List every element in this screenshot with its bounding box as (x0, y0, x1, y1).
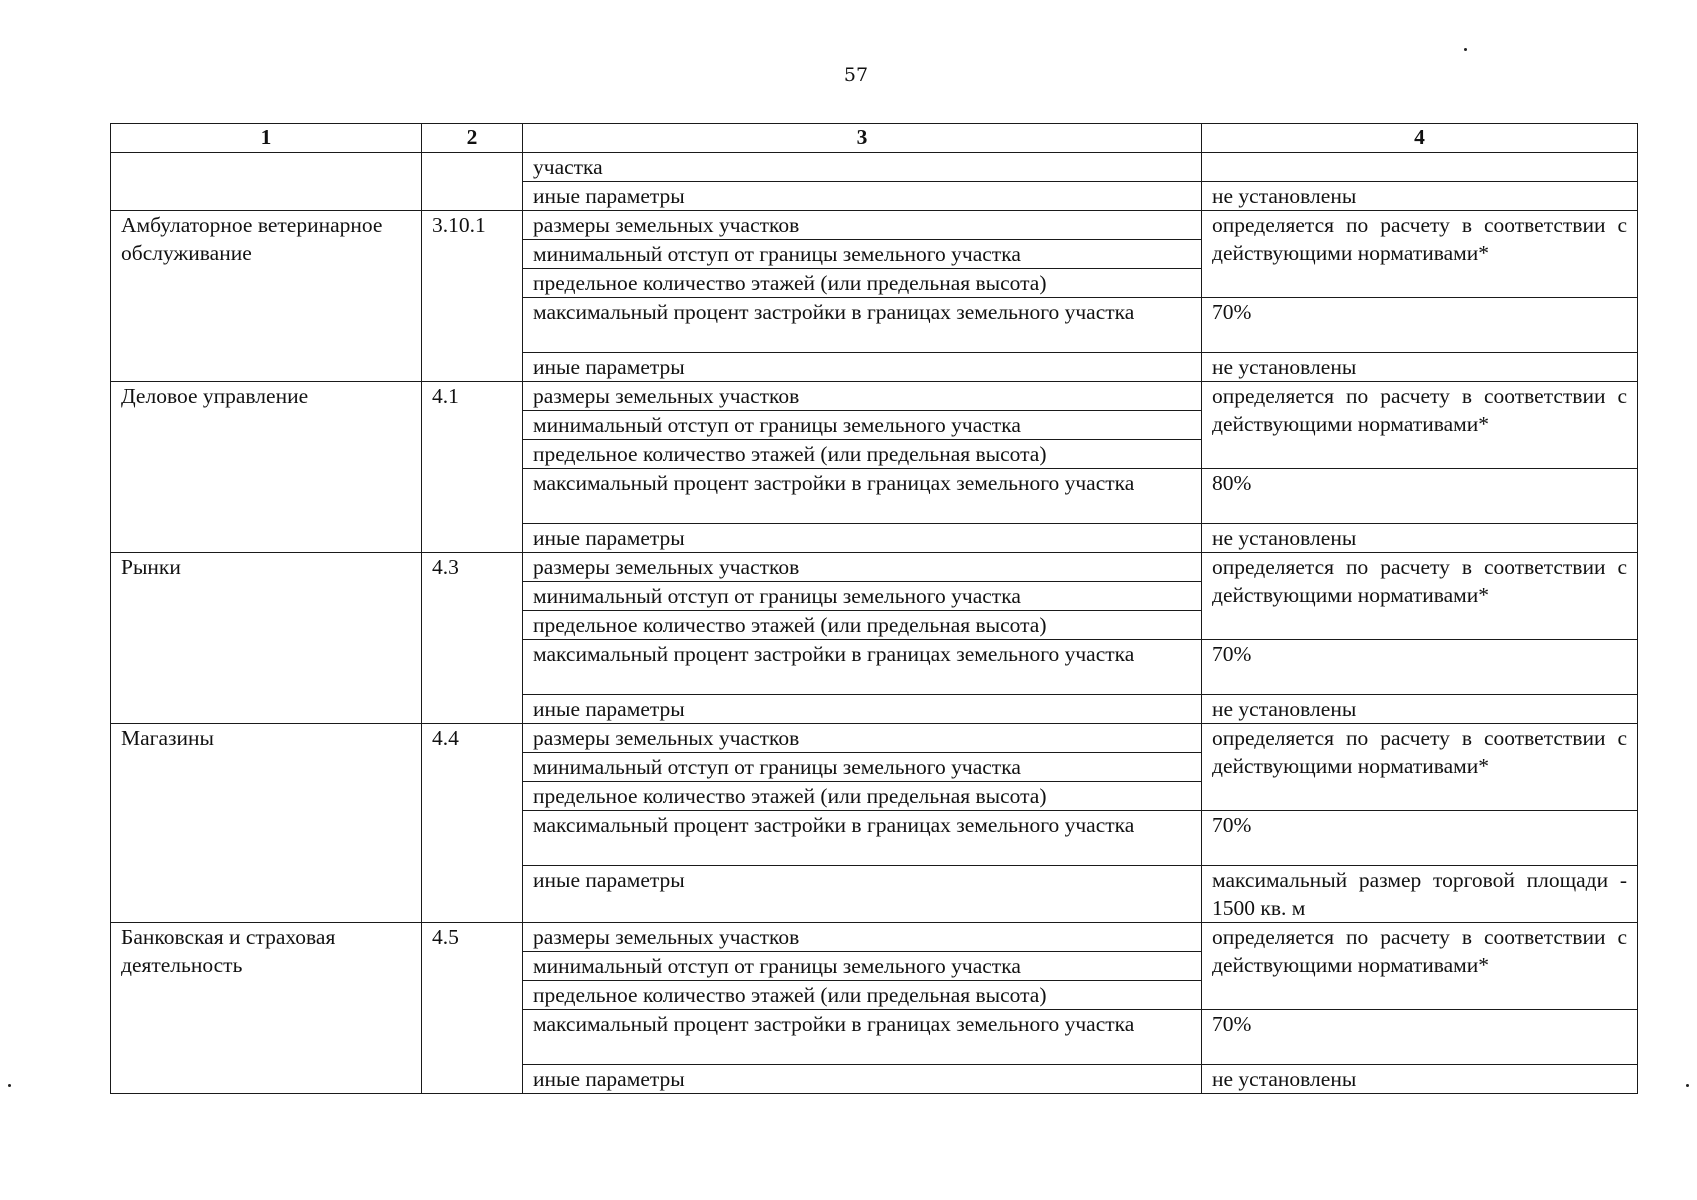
value-cell: 70% (1202, 1010, 1638, 1065)
param-cell: иные параметры (523, 524, 1202, 553)
use-code-cell: 4.4 (422, 724, 523, 923)
param-cell: участка (523, 153, 1202, 182)
use-name-cell: Амбулаторное ветеринарное обслуживание (111, 211, 422, 382)
table-row (111, 382, 1638, 411)
param-cell: иные параметры (523, 1065, 1202, 1094)
table-row (111, 153, 1638, 182)
param-cell: максимальный процент застройки в границах земельного участка (523, 811, 1202, 866)
value-cell: 70% (1202, 298, 1638, 353)
use-name-cell: Рынки (111, 553, 422, 724)
param-cell: иные параметры (523, 182, 1202, 211)
value-cell: 70% (1202, 811, 1638, 866)
table-row (111, 923, 1638, 952)
norm-value: определяется по расчету в соответствии с действующими нормативами* (1212, 213, 1627, 265)
use-code-cell: 3.10.1 (422, 211, 523, 382)
scan-speck (1686, 1084, 1689, 1087)
value-cell: не установлены (1202, 182, 1638, 211)
value-cell (1202, 382, 1638, 469)
param-cell: предельное количество этажей (или предельная высота) (523, 981, 1202, 1010)
param-cell: минимальный отступ от границы земельного участка (523, 411, 1202, 440)
column-header-4: 4 (1202, 124, 1638, 153)
value-cell (1202, 724, 1638, 811)
param-cell: максимальный процент застройки в границах земельного участка (523, 1010, 1202, 1065)
value-cell: 70% (1202, 640, 1638, 695)
param-cell: размеры земельных участков (523, 724, 1202, 753)
use-name-cell: Деловое управление (111, 382, 422, 553)
use-code-cell (422, 153, 523, 211)
norm-value: определяется по расчету в соответствии с действующими нормативами* (1212, 925, 1627, 977)
column-header-3: 3 (523, 124, 1202, 153)
param-cell: размеры земельных участков (523, 553, 1202, 582)
param-cell: предельное количество этажей (или предельная высота) (523, 782, 1202, 811)
table-header-row (111, 124, 1638, 153)
param-cell: минимальный отступ от границы земельного участка (523, 753, 1202, 782)
use-name-cell: Магазины (111, 724, 422, 923)
param-cell: размеры земельных участков (523, 382, 1202, 411)
table-row (111, 724, 1638, 753)
value-cell (1202, 211, 1638, 298)
param-cell: иные параметры (523, 695, 1202, 724)
table-row (111, 553, 1638, 582)
column-header-2: 2 (422, 124, 523, 153)
column-header-1: 1 (111, 124, 422, 153)
page-number: 57 (843, 64, 869, 86)
param-cell: иные параметры (523, 353, 1202, 382)
scan-speck (1464, 48, 1467, 51)
value-cell: не установлены (1202, 695, 1638, 724)
use-code-cell: 4.1 (422, 382, 523, 553)
value-cell (1202, 553, 1638, 640)
param-cell: максимальный процент застройки в границах земельного участка (523, 640, 1202, 695)
land-use-parameters-table (110, 123, 1638, 1094)
norm-value: определяется по расчету в соответствии с действующими нормативами* (1212, 726, 1627, 778)
param-cell: предельное количество этажей (или предельная высота) (523, 440, 1202, 469)
value-cell: не установлены (1202, 353, 1638, 382)
value-cell: 80% (1202, 469, 1638, 524)
norm-value: определяется по расчету в соответствии с действующими нормативами* (1212, 384, 1627, 436)
param-cell: размеры земельных участков (523, 923, 1202, 952)
table-row (111, 211, 1638, 240)
use-code-cell: 4.5 (422, 923, 523, 1094)
use-code-cell: 4.3 (422, 553, 523, 724)
param-cell: минимальный отступ от границы земельного участка (523, 952, 1202, 981)
param-cell: максимальный процент застройки в границах земельного участка (523, 469, 1202, 524)
value-cell: не установлены (1202, 1065, 1638, 1094)
param-cell: предельное количество этажей (или предельная высота) (523, 269, 1202, 298)
param-cell: минимальный отступ от границы земельного участка (523, 582, 1202, 611)
param-cell: иные параметры (523, 866, 1202, 923)
param-cell: предельное количество этажей (или предельная высота) (523, 611, 1202, 640)
use-name-cell (111, 153, 422, 211)
param-cell: размеры земельных участков (523, 211, 1202, 240)
param-cell: минимальный отступ от границы земельного участка (523, 240, 1202, 269)
param-cell: максимальный процент застройки в границах земельного участка (523, 298, 1202, 353)
scan-speck (8, 1084, 11, 1087)
use-name-cell: Банковская и страховая деятельность (111, 923, 422, 1094)
norm-value: определяется по расчету в соответствии с действующими нормативами* (1212, 555, 1627, 607)
value-cell (1202, 153, 1638, 182)
value-cell: максимальный размер торговой площади - 1500 кв. м (1202, 866, 1638, 923)
value-cell: не установлены (1202, 524, 1638, 553)
value-cell (1202, 923, 1638, 1010)
